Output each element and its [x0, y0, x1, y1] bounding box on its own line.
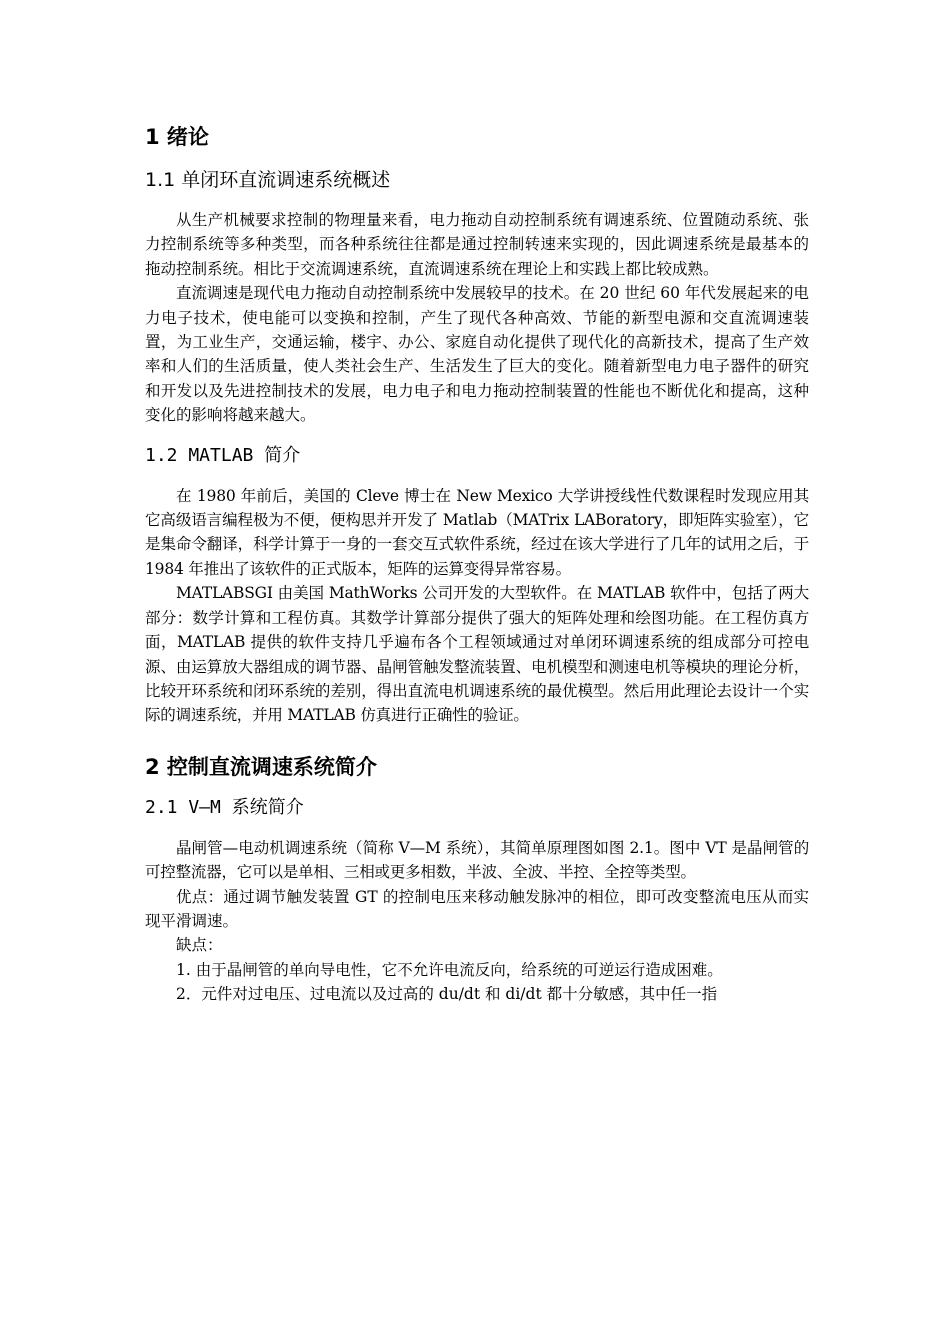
paragraph: 晶闸管—电动机调速系统（简称 V—M 系统），其简单原理图如图 2.1。图中 VT 是晶闸管的可控整流器，它可以是单相、三相或更多相数，半波、全波、半控、全控等类型。	[145, 838, 809, 882]
paragraph: 缺点：	[176, 936, 223, 955]
paragraph: 2．元件对过电压、过电流以及过高的 du/dt 和 di/dt 都十分敏感，其中任一指	[176, 985, 718, 1004]
paragraph: 1. 由于晶闸管的单向导电性，它不允许电流反向，给系统的可逆运行造成困难。	[176, 960, 723, 979]
paragraph: 直流调速是现代电力拖动自动控制系统中发展较早的技术。在 20 世纪 60 年代发展起来的电力电子技术，使电能可以变换和控制，产生了现代各种高效、节能的新型电源和交直流调速装置，为工业生产，交通运输，楼宇、办公、家庭自动化提供了现代化的高新技术，提高了生产效率和人们的生活质量，使人类社会生产、生活发生了巨大的变化。随着新型电力电子器件的研究和开发以及先进控制技术的发展，电力电子和电力拖动控制装置的性能也不断优化和提高，这种变化的影响将越来越大。	[145, 284, 809, 425]
section-1-1-heading: 1.1 单闭环直流调速系统概述	[145, 169, 391, 191]
chapter-2-heading: 2 控制直流调速系统简介	[145, 754, 377, 779]
chapter-1-heading: 1 绪论	[145, 125, 209, 149]
section-1-2-heading: 1.2 MATLAB 简介	[145, 444, 301, 466]
page-content	[145, 122, 809, 1007]
paragraph: MATLABSGI 由美国 MathWorks 公司开发的大型软件。在 MATLAB 软件中，包括了两大部分：数学计算和工程仿真。其数学计算部分提供了强大的矩阵处理和绘图功能。在工程仿真方面，MATLAB 提供的软件支持几乎遍布各个工程领域通过对单闭环调速系统的组成部分可控电源、由运算放大器组成的调节器、晶闸管触发整流装置、电机模型和测速电机等模块的理论分析，比较开环系统和闭环系统的差别，得出直流电机调速系统的最优模型。然后用此理论去设计一个实际的调速系统，并用 MATLAB 仿真进行正确性的验证。	[145, 584, 809, 725]
section-2-1-heading: 2.1 V—M 系统简介	[145, 796, 304, 818]
paragraph: 从生产机械要求控制的物理量来看，电力拖动自动控制系统有调速系统、位置随动系统、张力控制系统等多种类型，而各种系统往往都是通过控制转速来实现的，因此调速系统是最基本的拖动控制系统。相比于交流调速系统，直流调速系统在理论上和实践上都比较成熟。	[145, 211, 809, 278]
paragraph: 优点：通过调节触发装置 GT 的控制电压来移动触发脉冲的相位，即可改变整流电压从而实现平滑调速。	[145, 887, 809, 930]
paragraph: 在 1980 年前后，美国的 Cleve 博士在 New Mexico 大学讲授线性代数课程时发现应用其它高级语言编程极为不便，便构思并开发了 Matlab（MATrix LABoratory，即矩阵实验室），它是集命令翻译，科学计算于一身的一套交互式软件系统，经过在该大学进行了几年的试用之后，于 1984 年推出了该软件的正式版本，矩阵的运算变得异常容易。	[145, 486, 809, 578]
